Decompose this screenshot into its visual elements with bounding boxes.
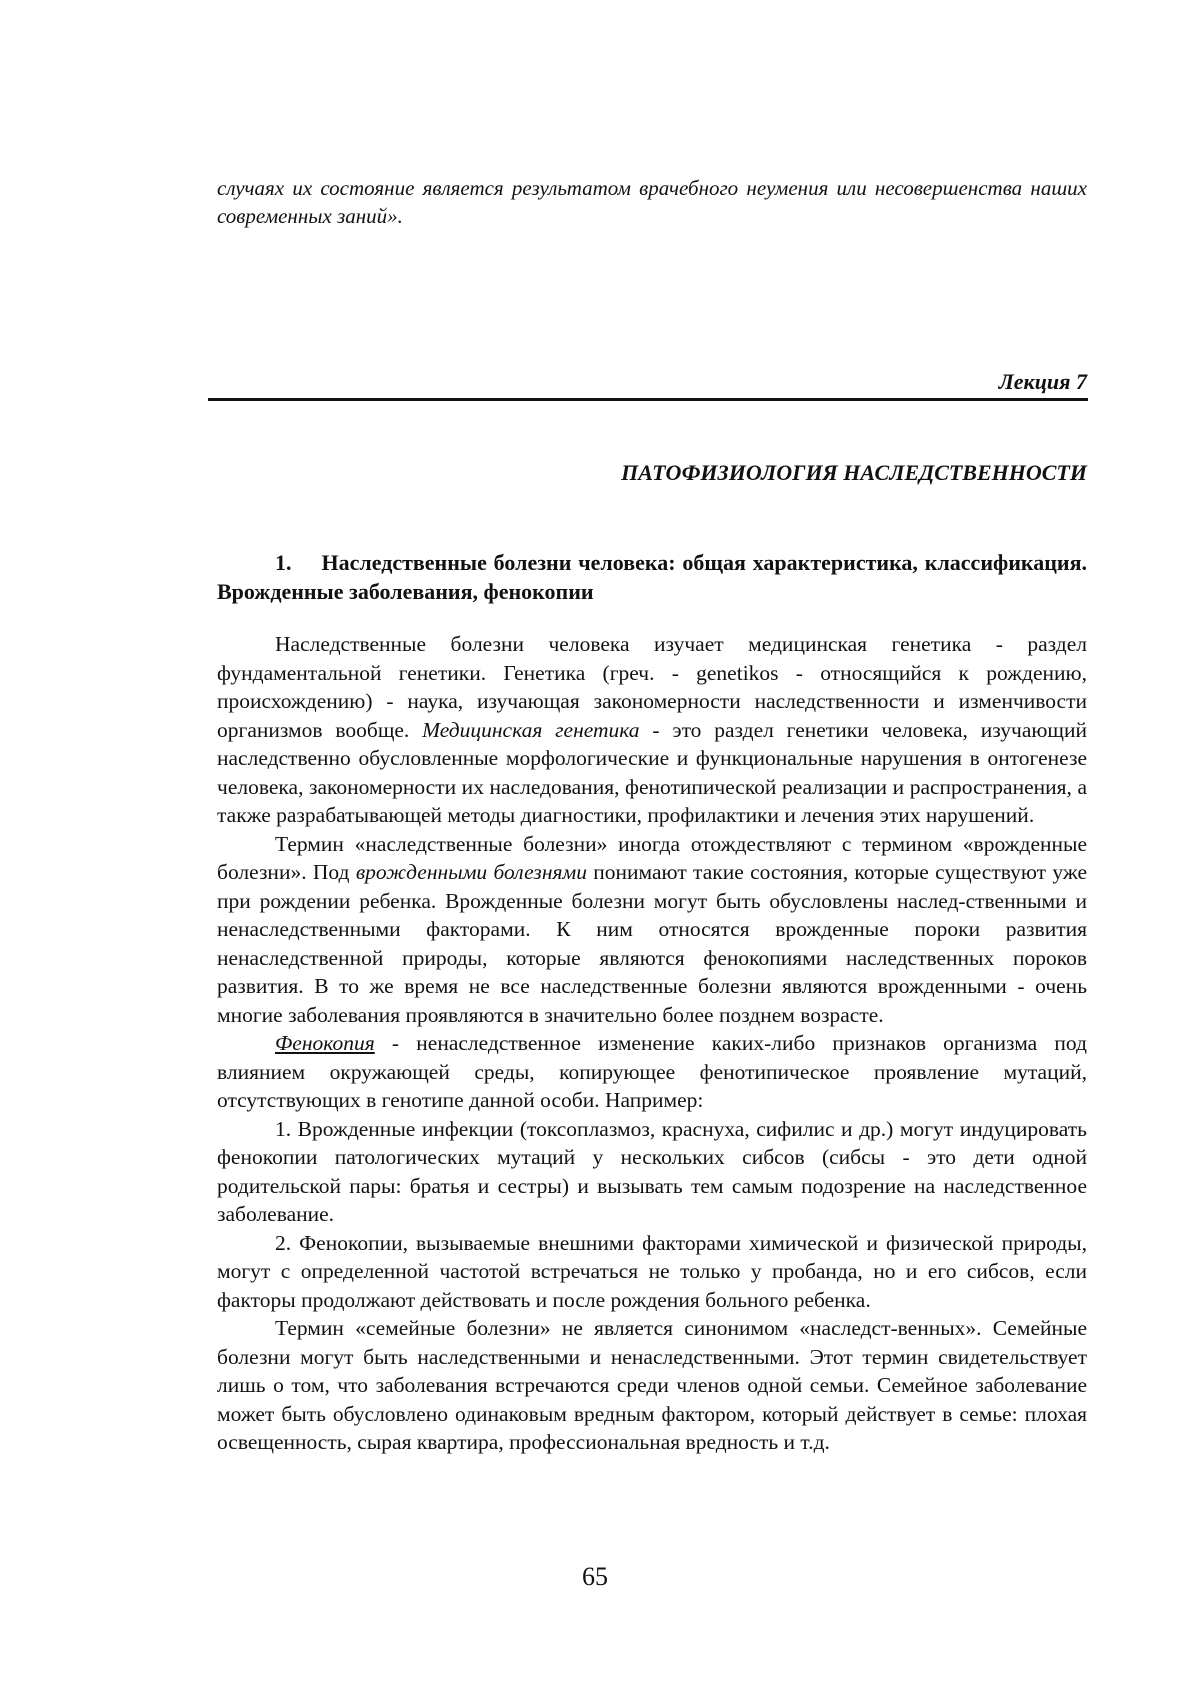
term-medical-genetics: Медицинская генетика — [422, 717, 640, 742]
term-congenital-diseases: врожденными болезнями — [355, 860, 587, 884]
paragraph-text: понимают такие состояния, которые существуют уже при рождении ребенка. Врожденные болезни могут быть обусловлены наслед-ственными и ненаследственными факторами. К ним относятся врожденные пороки развития ненаследственной природы, которые являются фенокопиями наследственных пороков развития. В то же время не все наследственные болезни являются врожденными - очень многие заболевания проявляются в значительно более позднем возрасте. — [217, 860, 1087, 1027]
paragraph-text: Термин «наследственные болезни» иногда отождествляют с термином «врожденные болезни». Под — [217, 831, 1087, 884]
paragraph — [217, 830, 1087, 1030]
lecture-label: Лекция 7 — [998, 369, 1087, 394]
term-phenocopy: Фенокопия — [275, 1031, 375, 1055]
paragraph — [217, 1229, 1087, 1315]
section-heading — [217, 548, 1087, 606]
paragraph — [217, 1314, 1087, 1457]
body-text — [217, 630, 1087, 1457]
paragraph — [217, 630, 1087, 830]
lecture-divider — [208, 398, 1088, 401]
paragraph-text: Наследственные болезни человека изучает медицинская генетика - раздел фундаментальной генетики. Генетика (греч. - genetikos - относящийся к рождению, происхождению) - наука, изучающая закономерности наследственности и изменчивости организмов вообще. — [217, 632, 1087, 742]
paragraph-text: - ненаследственное изменение каких-либо признаков организма под влиянием окружающей среды, копирующее фенотипическое проявление мутаций, отсутствующих в генотипе данной особи. Например: — [217, 1031, 1087, 1112]
section-title: Наследственные болезни человека: общая характеристика, классификация. Врожденные заболевания, фенокопии — [217, 550, 1087, 604]
section-number: 1. — [275, 550, 292, 575]
chapter-title: ПАТОФИЗИОЛОГИЯ НАСЛЕДСТВЕННОСТИ — [621, 460, 1087, 485]
paragraph-text: 1. Врожденные инфекции (токсоплазмоз, краснуха, сифилис и др.) могут индуцировать фенокопии патологических мутаций у нескольких сибсов (сибсы - это дети одной родительской пары: братья и сестры) и вызывать тем самым подозрение на наследственное заболевание. — [217, 1116, 1087, 1226]
intro-quote: случаях их состояние является результатом врачебного неумения или несовершенства наших современных заний». — [217, 176, 1087, 228]
paragraph-text: - это раздел генетики человека, изучающий наследственно обусловленные морфологические и функциональные нарушения в онтогенезе человека, закономерности их наследования, фенотипической реализации и распространения, а также разрабатывающей методы диагностики, профилактики и лечения этих нарушений. — [217, 717, 1087, 827]
paragraph — [217, 1029, 1087, 1115]
paragraph-text: Термин «семейные болезни» не является синонимом «наследст-венных». Семейные болезни могут быть наследственными и ненаследственными. Этот термин свидетельствует лишь о том, что заболевания встречаются среди членов одной семьи. Семейное заболевание может быть обусловлено одинаковым вредным фактором, который действует в семье: плохая освещенность, сырая квартира, профессиональная вредность и т.д. — [217, 1316, 1087, 1454]
paragraph-text: 2. Фенокопии, вызываемые внешними факторами химической и физической природы, могут с определенной частотой встречаться не только у пробанда, но и его сибсов, если факторы продолжают действовать и после рождения больного ребенка. — [217, 1230, 1087, 1312]
paragraph — [217, 1115, 1087, 1229]
page-number: 65 — [582, 1562, 608, 1591]
